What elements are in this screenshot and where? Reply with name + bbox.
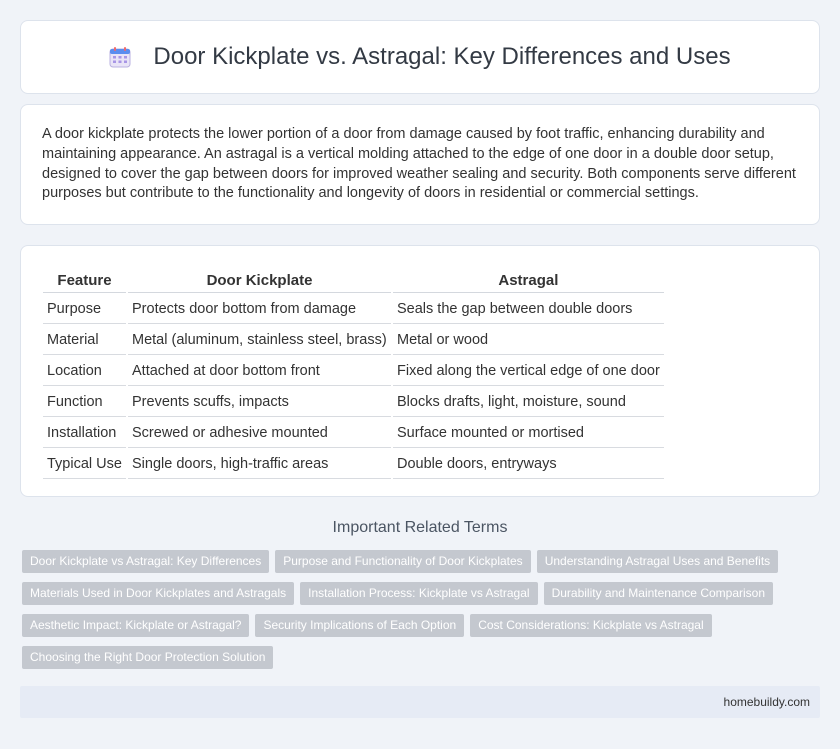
table-row — [43, 388, 664, 417]
related-term-tag[interactable]: Installation Process: Kickplate vs Astragal — [300, 582, 537, 605]
related-term-tag[interactable]: Choosing the Right Door Protection Solution — [22, 646, 273, 669]
table-cell: Purpose — [43, 295, 126, 324]
table-cell: Blocks drafts, light, moisture, sound — [393, 388, 664, 417]
related-term-tag[interactable]: Purpose and Functionality of Door Kickplates — [275, 550, 530, 573]
related-term-tag[interactable]: Materials Used in Door Kickplates and Astragals — [22, 582, 294, 605]
table-header-row — [43, 268, 664, 293]
comparison-table — [41, 266, 666, 481]
table-cell: Screwed or adhesive mounted — [128, 419, 391, 448]
table-cell: Protects door bottom from damage — [128, 295, 391, 324]
header-feature: Feature — [43, 268, 126, 293]
footer-site-link[interactable]: homebuildy.com — [723, 695, 810, 709]
table-cell: Surface mounted or mortised — [393, 419, 664, 448]
table-cell: Double doors, entryways — [393, 450, 664, 479]
related-terms-list — [22, 550, 822, 669]
header-astragal: Astragal — [393, 268, 664, 293]
comparison-table-card — [20, 245, 820, 497]
table-cell: Single doors, high-traffic areas — [128, 450, 391, 479]
intro-card — [20, 104, 820, 225]
table-row — [43, 326, 664, 355]
table-cell: Prevents scuffs, impacts — [128, 388, 391, 417]
related-term-tag[interactable]: Durability and Maintenance Comparison — [544, 582, 773, 605]
related-terms-title: Important Related Terms — [332, 519, 508, 536]
title-wrap — [109, 43, 730, 71]
table-cell: Location — [43, 357, 126, 386]
table-cell: Attached at door bottom front — [128, 357, 391, 386]
table-cell: Material — [43, 326, 126, 355]
related-term-tag[interactable]: Door Kickplate vs Astragal: Key Differences — [22, 550, 269, 573]
table-cell: Function — [43, 388, 126, 417]
footer — [20, 686, 820, 718]
related-term-tag[interactable]: Security Implications of Each Option — [255, 614, 464, 637]
table-cell: Metal or wood — [393, 326, 664, 355]
calendar-icon — [109, 46, 131, 68]
related-term-tag[interactable]: Understanding Astragal Uses and Benefits — [537, 550, 778, 573]
intro-paragraph: A door kickplate protects the lower portion of a door from damage caused by foot traffic, enhancing durability and maintaining appearance. An astragal is a vertical molding attached to the edge of one door in a double door setup, designed to cover the gap between doors for improved weather sealing and security. Both components serve different purposes but contribute to the functionality and longevity of doors in residential or commercial settings. — [42, 126, 796, 202]
header-door-kickplate: Door Kickplate — [128, 268, 391, 293]
table-row — [43, 357, 664, 386]
table-cell: Installation — [43, 419, 126, 448]
table-row — [43, 450, 664, 479]
table-cell: Typical Use — [43, 450, 126, 479]
related-term-tag[interactable]: Cost Considerations: Kickplate vs Astragal — [470, 614, 711, 637]
table-row — [43, 419, 664, 448]
table-cell: Fixed along the vertical edge of one door — [393, 357, 664, 386]
table-cell: Seals the gap between double doors — [393, 295, 664, 324]
related-term-tag[interactable]: Aesthetic Impact: Kickplate or Astragal? — [22, 614, 249, 637]
table-cell: Metal (aluminum, stainless steel, brass) — [128, 326, 391, 355]
page-title: Door Kickplate vs. Astragal: Key Differences and Uses — [153, 43, 731, 70]
table-row — [43, 295, 664, 324]
header-card — [20, 20, 820, 94]
